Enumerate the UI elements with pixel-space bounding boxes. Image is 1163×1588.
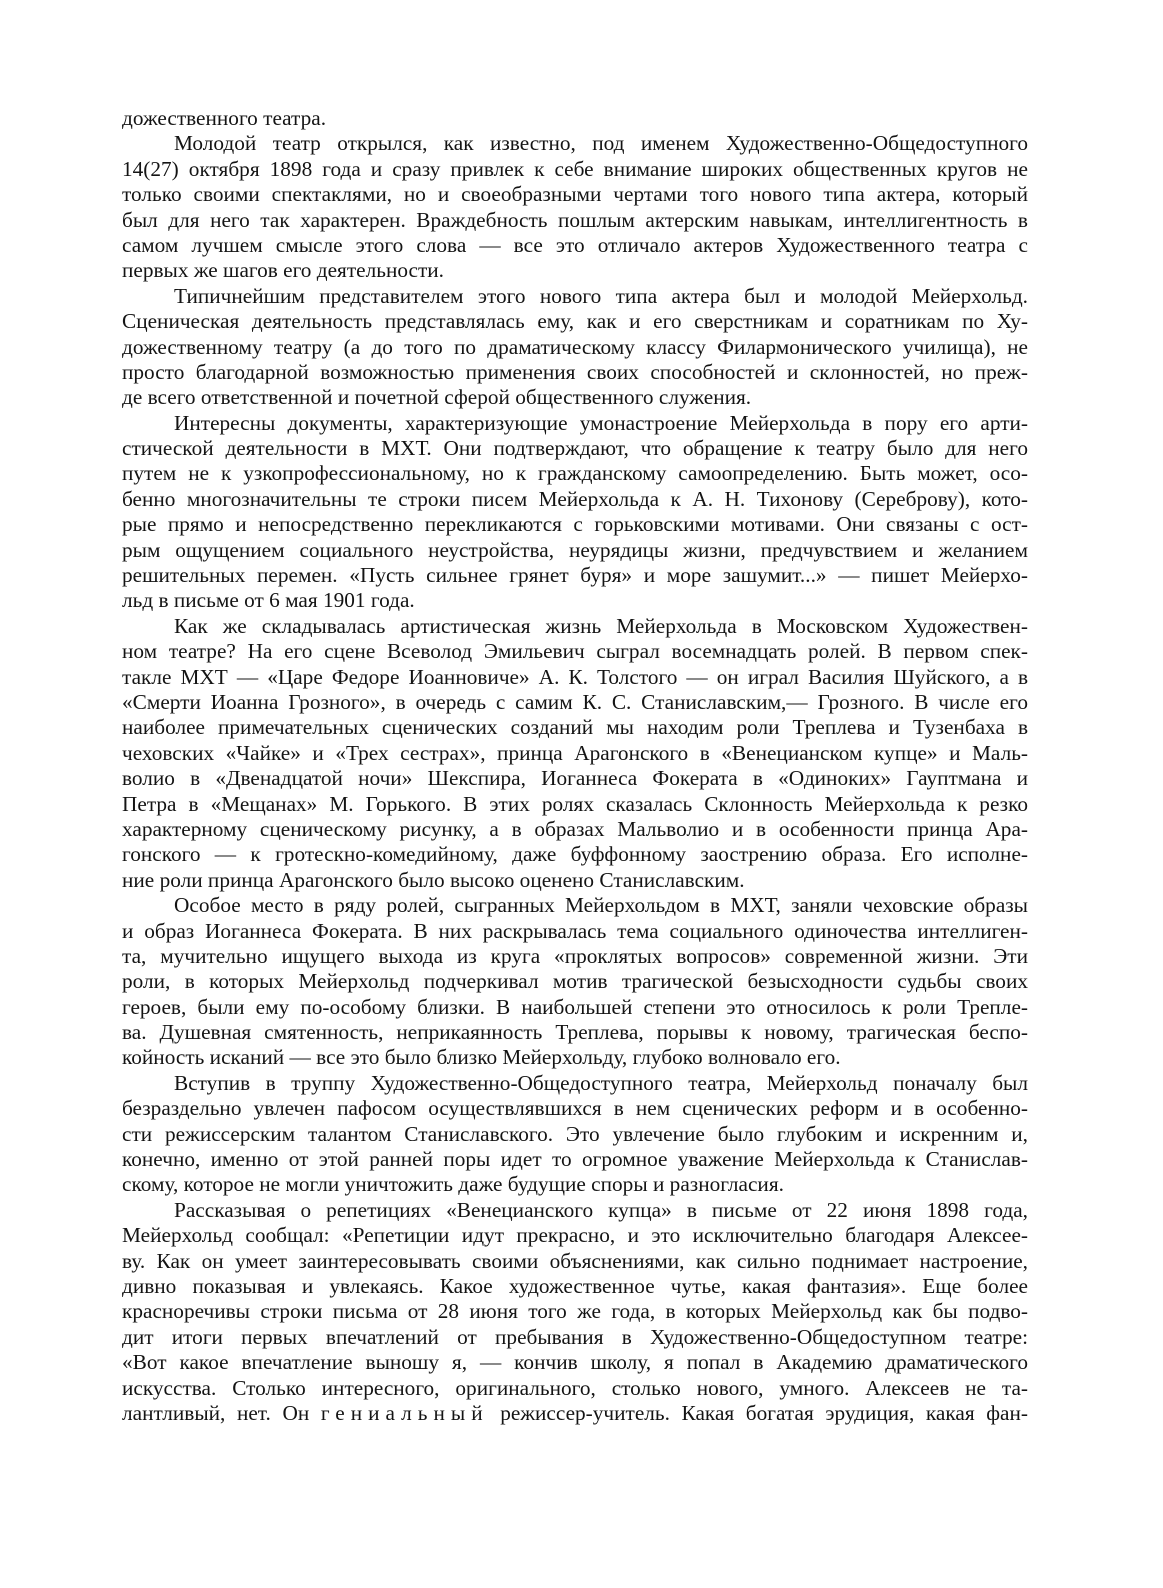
final-line-before: лантливый, нет. Он <box>122 1400 321 1425</box>
paragraph <box>122 131 1028 283</box>
text-line: конечно, именно от этой ранней поры идет то огромное уважение Мейерхольда к Станислав- <box>122 1147 1028 1172</box>
text-line: первых же шагов его деятельности. <box>122 258 445 283</box>
text-line: такле МХТ — «Царе Федоре Иоанновиче» А. К. Толстого — он играл Василия Шуйского, а в <box>122 664 1028 689</box>
text-line: Рассказывая о репетициях «Венецианского купца» в письме от 22 июня 1898 года, <box>174 1197 1028 1222</box>
text-line: Сценическая деятельность представлялась ему, как и его сверстникам и соратникам по Ху- <box>122 309 1028 334</box>
text-line: ву. Как он умеет заинтересовывать своими объяснениями, как сильно поднимает настроение, <box>122 1248 1028 1273</box>
paragraph <box>122 1071 1028 1198</box>
text-line: льд в письме от 6 мая 1901 года. <box>122 588 415 613</box>
text-line: путем не к узкопрофессиональному, но к гражданскому самоопределению. Быть может, осо- <box>122 461 1028 486</box>
paragraph <box>122 614 1028 893</box>
text-line: дожественного театра. <box>122 106 327 130</box>
text-line: и образ Иоганнеса Фокерата. В них раскрывалась тема социального одиночества интеллиген- <box>122 918 1028 943</box>
text-line <box>122 1401 1028 1426</box>
final-line-spaced-word: гениальный <box>320 1400 489 1425</box>
text-line: «Смерти Иоанна Грозного», в очередь с самим К. С. Станиславским,— Грозного. В числе его <box>122 689 1028 714</box>
text-line: ва. Душевная смятенность, неприкаянность Треплева, порывы к новому, трагическая беспо- <box>122 1020 1028 1045</box>
text-line: рым ощущением социального неустройства, неурядицы жизни, предчувствием и желанием <box>122 537 1028 562</box>
text-line: был для него так характерен. Враждебность пошлым актерским навыкам, интеллигентность в <box>122 207 1028 232</box>
text-line: Мейерхольд сообщал: «Репетиции идут прекрасно, и это исключительно благодаря Алексее- <box>122 1223 1028 1248</box>
text-line: решительных перемен. «Пусть сильнее грянет буря» и море зашумит...» — пишет Мейерхо- <box>122 563 1028 588</box>
text-line: «Вот какое впечатление выношу я, — кончив школу, я попал в Академию драматического <box>122 1350 1028 1375</box>
text-line: просто благодарной возможностью применения своих способностей и склонностей, но преж- <box>122 359 1028 384</box>
text-line: Вступив в труппу Художественно-Общедоступного театра, Мейерхольд поначалу был <box>174 1070 1028 1095</box>
text-line: красноречивы строки письма от 28 июня того же года, в которых Мейерхольд как бы подво- <box>122 1299 1028 1324</box>
final-line-after: режиссер-учитель. Какая богатая эрудиция, какая фан- <box>488 1400 1028 1425</box>
text-line: койность исканий — все это было близко Мейерхольду, глубоко волновало его. <box>122 1045 841 1070</box>
text-line: скому, которое не могли уничтожить даже будущие споры и разногласия. <box>122 1172 784 1197</box>
text-line: ние роли принца Арагонского было высоко оценено Станиславским. <box>122 867 745 892</box>
paragraph <box>122 893 1028 1071</box>
document-page <box>122 106 1028 1426</box>
text-line: Типичнейшим представителем этого нового типа актера был и молодой Мейерхольд. <box>174 283 1028 308</box>
text-line: Молодой театр открылся, как известно, под именем Художественно-Общедоступного <box>174 131 1028 156</box>
text-line: ном театре? На его сцене Всеволод Эмильевич сыграл восемнадцать ролей. В первом спек- <box>122 639 1028 664</box>
text-line: наиболее примечательных сценических созданий мы находим роли Треплева и Тузенбаха в <box>122 715 1028 740</box>
text-line: роли, в которых Мейерхольд подчеркивал мотив трагической безысходности судьбы своих <box>122 969 1028 994</box>
paragraph <box>122 411 1028 614</box>
text-line: только своими спектаклями, но и своеобразными чертами того нового типа актера, который <box>122 182 1028 207</box>
text-line: дит итоги первых впечатлений от пребывания в Художественно-Общедоступном театре: <box>122 1324 1028 1349</box>
text-line: Петра в «Мещанах» М. Горького. В этих ролях сказалась Склонность Мейерхольда к резко <box>122 791 1028 816</box>
text-line: та, мучительно ищущего выхода из круга «проклятых вопросов» современной жизни. Эти <box>122 943 1028 968</box>
text-line: дожественному театру (а до того по драматическому классу Филармонического училища), не <box>122 334 1028 359</box>
text-line: де всего ответственной и почетной сферой общественного служения. <box>122 385 752 410</box>
text-line: Интересны документы, характеризующие умонастроение Мейерхольда в пору его арти- <box>174 410 1028 435</box>
text-line: Как же складывалась артистическая жизнь Мейерхольда в Московском Художествен- <box>174 613 1028 638</box>
paragraph <box>122 1198 1028 1427</box>
text-line: самом лучшем смысле этого слова — все это отличало актеров Художественного театра с <box>122 232 1028 257</box>
text-line: волио в «Двенадцатой ночи» Шекспира, Иоганнеса Фокерата в «Одиноких» Гауптмана и <box>122 766 1028 791</box>
text-line: Особое место в ряду ролей, сыгранных Мейерхольдом в МХТ, заняли чеховские образы <box>174 893 1028 918</box>
text-line: искусства. Столько интересного, оригинального, столько нового, умного. Алексеев не та- <box>122 1375 1028 1400</box>
text-line: гонского — к гротескно-комедийному, даже буффонному заострению образа. Его исполне- <box>122 842 1028 867</box>
text-line: чеховских «Чайке» и «Трех сестрах», принца Арагонского в «Венецианском купце» и Маль- <box>122 740 1028 765</box>
paragraph <box>122 284 1028 411</box>
text-line: характерному сценическому рисунку, а в образах Мальволио и в особенности принца Ара- <box>122 816 1028 841</box>
text-line: стической деятельности в МХТ. Они подтверждают, что обращение к театру было для него <box>122 436 1028 461</box>
text-line: героев, были ему по-особому близки. В наибольшей степени это относилось к роли Трепле- <box>122 994 1028 1019</box>
text-line: рые прямо и непосредственно перекликаются с горьковскими мотивами. Они связаны с ост- <box>122 512 1028 537</box>
text-line: сти режиссерским талантом Станиславского. Это увлечение было глубоким и искренним и, <box>122 1121 1028 1146</box>
paragraph <box>122 106 1028 131</box>
text-line: дивно показывая и увлекаясь. Какое художественное чутье, какая фантазия». Еще более <box>122 1273 1028 1298</box>
text-line: 14(27) октября 1898 года и сразу привлек к себе внимание широких общественных кругов не <box>122 156 1028 181</box>
text-line: бенно многозначительны те строки писем Мейерхольда к А. Н. Тихонову (Сереброву), кото- <box>122 486 1028 511</box>
text-line: безраздельно увлечен пафосом осуществлявшихся в нем сценических реформ и в особенно- <box>122 1096 1028 1121</box>
